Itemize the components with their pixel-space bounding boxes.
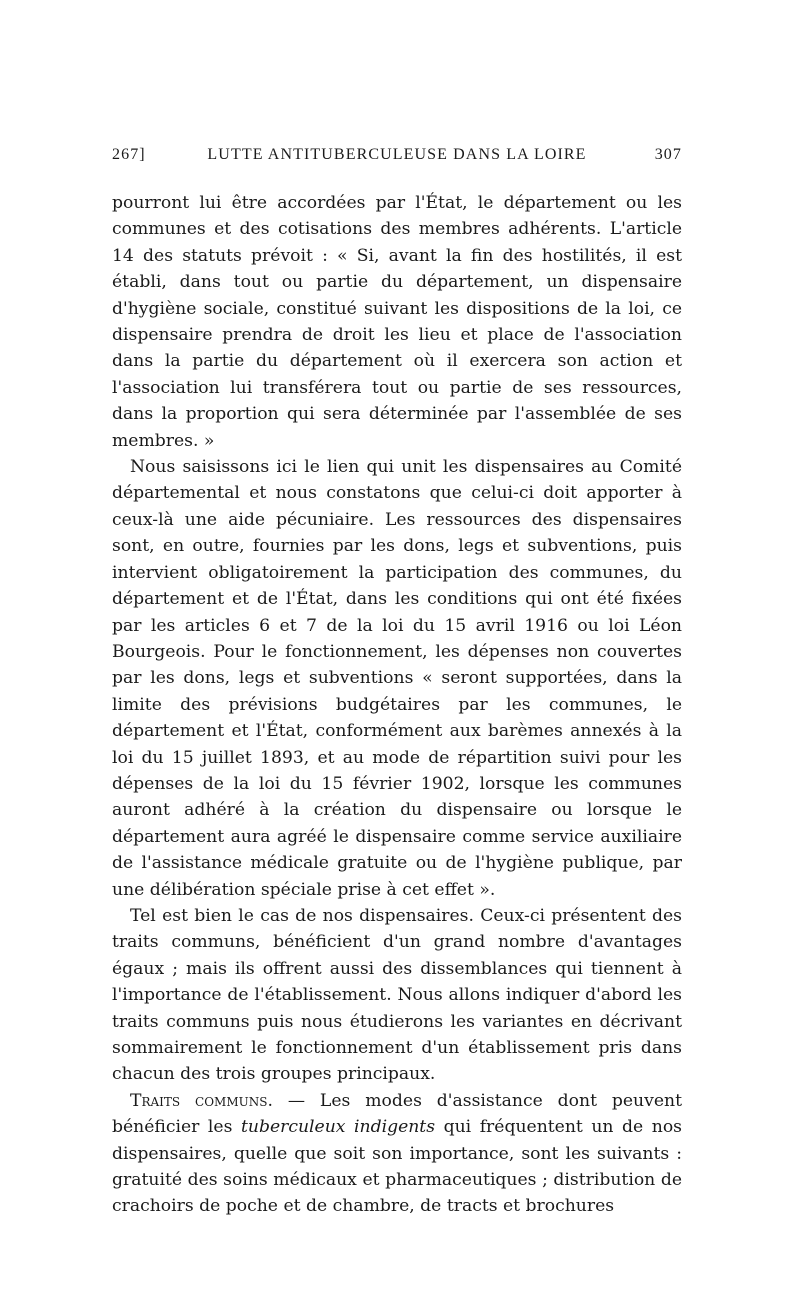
section-lead: Traits communs. [130,1090,273,1111]
book-page [112,146,682,1220]
page-reference: 267] [112,146,146,163]
paragraph-4-part-2: qui fréquentent un de nos dispensaires, quelle que soit son importance, sont les suivants : gratuité des soins médicaux et pharmaceutiques ; distribution de crachoirs de poche et de chambre, de tracts et brochures [112,1117,682,1217]
italic-term: tuberculeux indigents [240,1117,436,1138]
paragraph-4-part-1: — Les modes d'assistance dont peuvent bénéficier les [112,1090,682,1138]
body-text [112,190,682,1220]
running-title: LUTTE ANTITUBERCULEUSE DANS LA LOIRE [207,146,587,163]
paragraph-4 [112,1088,682,1220]
paragraph-2: Nous saisissons ici le lien qui unit les dispensaires au Comité départemental et nous constatons que celui-ci doit apporter à ceux-là une aide pécuniaire. Les ressources des dispensaires sont, en outre, fournies par les dons, legs et subventions, puis intervient obligatoirement la participation des communes, du département et de l'État, dans les conditions qui ont été fixées par les articles 6 et 7 de la loi du 15 avril 1916 ou loi Léon Bourgeois. Pour le fonctionnement, les dépenses non couvertes par les dons, legs et subventions « seront supportées, dans la limite des prévisions budgétaires par les communes, le département et l'État, conformément aux barèmes annexés à la loi du 15 juillet 1893, et au mode de répartition suivi pour les dépenses de la loi du 15 février 1902, lorsque les communes auront adhéré à la création du dispensaire ou lorsque le département aura agréé le dispensaire comme service auxiliaire de l'assistance médicale gratuite ou de l'hygiène publique, par une délibération spéciale prise à cet effet ». [112,457,682,900]
page-number: 307 [654,146,682,163]
paragraph-1: pourront lui être accordées par l'État, le département ou les communes et des cotisations des membres adhérents. L'article 14 des statuts prévoit : « Si, avant la fin des hostilités, il est établi, dans tout ou partie du département, un dispensaire d'hygiène sociale, constitué suivant les dispositions de la loi, ce dispensaire prendra de droit les lieu et place de l'association dans la partie du département où il exercera son action et l'association lui transférera tout ou partie de ses ressources, dans la proportion qui sera déterminée par l'assemblée de ses membres. » [112,193,682,451]
paragraph-3: Tel est bien le cas de nos dispensaires. Ceux-ci présentent des traits communs, bénéficient d'un grand nombre d'avantages égaux ; mais ils offrent aussi des dissemblances qui tiennent à l'importance de l'établissement. Nous allons indiquer d'abord les traits communs puis nous étudierons les variantes en décrivant sommairement le fonctionnement d'un établissement pris dans chacun des trois groupes principaux. [112,905,682,1085]
running-header [112,146,682,172]
